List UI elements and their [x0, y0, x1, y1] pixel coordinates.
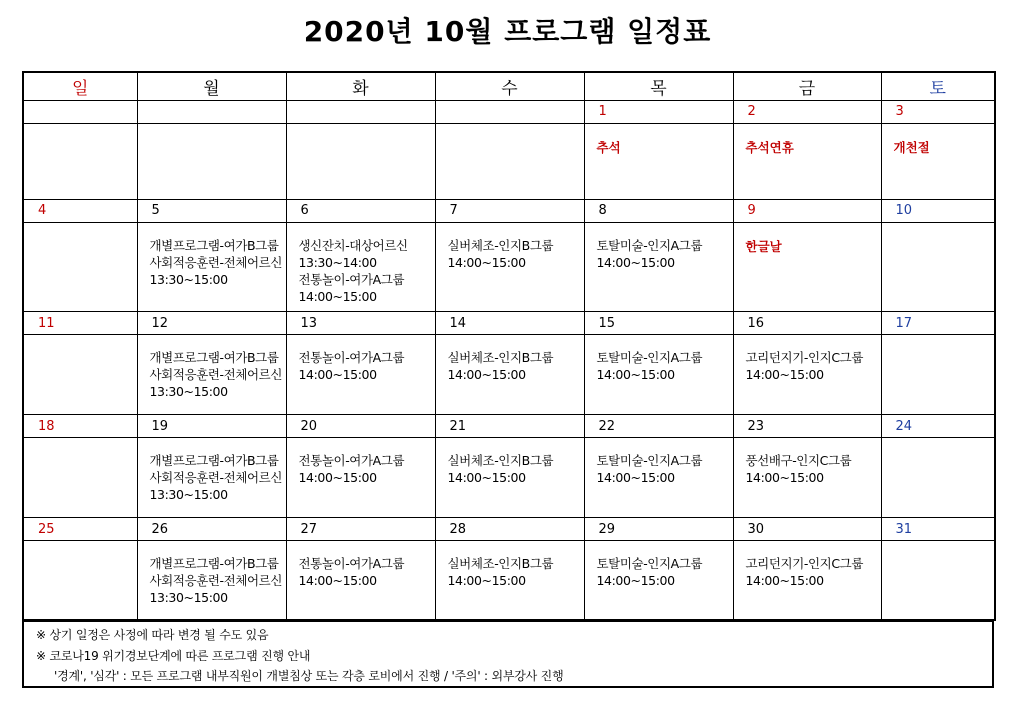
weekday-mon: 월: [137, 72, 286, 100]
date-number: 6: [286, 199, 435, 222]
date-number: 23: [733, 414, 881, 437]
date-number: [137, 100, 286, 123]
date-number: [435, 100, 584, 123]
day-cell: [23, 438, 137, 518]
event-list: [436, 438, 584, 486]
date-number: 8: [584, 199, 733, 222]
day-cell: [137, 223, 286, 312]
event-line: 14:00~15:00: [745, 367, 824, 383]
day-cell: [584, 541, 733, 620]
event-line: 13:30~15:00: [149, 384, 228, 400]
week-2-date-row: [23, 199, 995, 222]
event-list: [24, 541, 137, 555]
day-cell: [23, 541, 137, 620]
date-number: 1: [584, 100, 733, 123]
day-cell: [435, 124, 584, 200]
date-number: 20: [286, 414, 435, 437]
date-number: 24: [881, 414, 995, 437]
date-number: 19: [137, 414, 286, 437]
event-line: 실버체조-인지B그룹: [447, 350, 554, 366]
date-number: 26: [137, 517, 286, 540]
week-4-events-row: [23, 438, 995, 518]
holiday-name: 추석: [596, 140, 621, 156]
event-line: 사회적응훈련-전체어르신: [149, 470, 283, 486]
date-number: 11: [23, 311, 137, 334]
notes-box: [22, 621, 994, 688]
event-line: 사회적응훈련-전체어르신: [149, 367, 283, 383]
event-list: [436, 541, 584, 589]
event-line: 14:00~15:00: [447, 367, 526, 383]
holiday-label: [882, 124, 995, 156]
event-line: 전통놀이-여가A그룹: [298, 556, 405, 572]
event-list: [734, 541, 881, 589]
week-5-date-row: [23, 517, 995, 540]
event-list: [734, 335, 881, 383]
note-covid-guide: ※ 코로나19 위기경보단계에 따른 프로그램 진행 안내: [36, 649, 311, 663]
day-cell: [733, 223, 881, 312]
date-number: 14: [435, 311, 584, 334]
holiday-label: [734, 124, 881, 156]
event-list: [585, 335, 733, 383]
event-line: 14:00~15:00: [298, 470, 377, 486]
event-line: 개별프로그램-여가B그룹: [149, 453, 279, 469]
event-line: 14:00~15:00: [447, 255, 526, 271]
page-title: 2020년 10월 프로그램 일정표: [303, 15, 712, 48]
weekday-header-row: [23, 72, 995, 100]
day-cell: [584, 124, 733, 200]
day-cell: [435, 438, 584, 518]
event-line: 14:00~15:00: [298, 367, 377, 383]
day-cell: [286, 335, 435, 415]
holiday-name: 추석연휴: [745, 140, 794, 156]
event-line: 14:00~15:00: [298, 289, 377, 305]
calendar-table: [22, 71, 996, 621]
event-list: [138, 124, 286, 138]
note-schedule-change: ※ 상기 일정은 사정에 따라 변경 될 수도 있음: [36, 628, 269, 642]
event-line: 개별프로그램-여가B그룹: [149, 238, 279, 254]
event-list: [24, 438, 137, 452]
weekday-sun: 일: [23, 72, 137, 100]
event-list: [882, 335, 995, 349]
date-number: 31: [881, 517, 995, 540]
event-line: 14:00~15:00: [596, 255, 675, 271]
event-list: [287, 335, 435, 383]
date-number: 4: [23, 199, 137, 222]
date-number: 15: [584, 311, 733, 334]
date-number: 29: [584, 517, 733, 540]
event-line: 13:30~15:00: [149, 590, 228, 606]
date-number: 9: [733, 199, 881, 222]
date-number: 10: [881, 199, 995, 222]
day-cell: [881, 124, 995, 200]
event-list: [585, 223, 733, 271]
day-cell: [733, 335, 881, 415]
event-line: 생신잔치-대상어르신: [298, 238, 408, 254]
event-line: 14:00~15:00: [596, 573, 675, 589]
date-number: [286, 100, 435, 123]
event-line: 토탈미술-인지A그룹: [596, 556, 703, 572]
day-cell: [286, 438, 435, 518]
weekday-wed: 수: [435, 72, 584, 100]
date-number: 7: [435, 199, 584, 222]
weekday-sat: 토: [881, 72, 995, 100]
event-list: [734, 438, 881, 486]
day-cell: [137, 124, 286, 200]
week-3-events-row: [23, 335, 995, 415]
week-3-date-row: [23, 311, 995, 334]
week-5-events-row: [23, 541, 995, 620]
date-number: 25: [23, 517, 137, 540]
day-cell: [286, 223, 435, 312]
date-number: 22: [584, 414, 733, 437]
event-line: 고리던지기-인지C그룹: [745, 556, 864, 572]
event-line: 사회적응훈련-전체어르신: [149, 573, 283, 589]
day-cell: [23, 335, 137, 415]
event-line: 실버체조-인지B그룹: [447, 453, 554, 469]
event-list: [138, 223, 286, 288]
event-list: [882, 438, 995, 452]
day-cell: [286, 124, 435, 200]
date-number: 17: [881, 311, 995, 334]
event-line: 13:30~15:00: [149, 487, 228, 503]
holiday-label: [585, 124, 733, 156]
event-list: [287, 223, 435, 305]
event-line: 14:00~15:00: [447, 470, 526, 486]
event-line: 13:30~15:00: [149, 272, 228, 288]
event-line: 사회적응훈련-전체어르신: [149, 255, 283, 271]
weekday-thu: 목: [584, 72, 733, 100]
event-line: 토탈미술-인지A그룹: [596, 453, 703, 469]
event-list: [138, 541, 286, 606]
day-cell: [435, 223, 584, 312]
date-number: 13: [286, 311, 435, 334]
day-cell: [584, 335, 733, 415]
day-cell: [881, 335, 995, 415]
event-line: 개별프로그램-여가B그룹: [149, 350, 279, 366]
day-cell: [23, 124, 137, 200]
holiday-name: 개천절: [893, 140, 930, 156]
week-4-date-row: [23, 414, 995, 437]
day-cell: [137, 335, 286, 415]
date-number: 27: [286, 517, 435, 540]
event-list: [436, 335, 584, 383]
day-cell: [137, 438, 286, 518]
week-1-events-row: [23, 124, 995, 200]
event-line: 14:00~15:00: [596, 367, 675, 383]
date-number: 18: [23, 414, 137, 437]
event-list: [287, 124, 435, 138]
holiday-name: 한글날: [745, 239, 782, 255]
event-list: [436, 124, 584, 138]
event-list: [287, 541, 435, 589]
day-cell: [881, 223, 995, 312]
day-cell: [435, 541, 584, 620]
event-line: 실버체조-인지B그룹: [447, 556, 554, 572]
event-list: [585, 541, 733, 589]
day-cell: [733, 124, 881, 200]
event-list: [138, 335, 286, 400]
date-number: 5: [137, 199, 286, 222]
event-list: [882, 223, 995, 237]
weekday-fri: 금: [733, 72, 881, 100]
day-cell: [23, 223, 137, 312]
event-list: [24, 124, 137, 138]
event-list: [585, 438, 733, 486]
date-number: 28: [435, 517, 584, 540]
event-line: 14:00~15:00: [298, 573, 377, 589]
event-line: 14:00~15:00: [745, 573, 824, 589]
event-line: 전통놀이-여가A그룹: [298, 272, 405, 288]
day-cell: [733, 438, 881, 518]
date-number: 12: [137, 311, 286, 334]
event-line: 실버체조-인지B그룹: [447, 238, 554, 254]
event-line: 14:00~15:00: [447, 573, 526, 589]
event-list: [882, 541, 995, 555]
week-1-date-row: [23, 100, 995, 123]
day-cell: [435, 335, 584, 415]
date-number: 30: [733, 517, 881, 540]
date-number: 16: [733, 311, 881, 334]
event-line: 14:00~15:00: [745, 470, 824, 486]
day-cell: [881, 438, 995, 518]
date-number: [23, 100, 137, 123]
event-line: 14:00~15:00: [596, 470, 675, 486]
event-list: [287, 438, 435, 486]
date-number: 2: [733, 100, 881, 123]
event-list: [138, 438, 286, 503]
event-line: 전통놀이-여가A그룹: [298, 350, 405, 366]
event-list: [436, 223, 584, 271]
event-list: [24, 335, 137, 349]
event-line: 고리던지기-인지C그룹: [745, 350, 864, 366]
event-line: 개별프로그램-여가B그룹: [149, 556, 279, 572]
date-number: 3: [881, 100, 995, 123]
event-line: 토탈미술-인지A그룹: [596, 238, 703, 254]
event-line: 13:30~14:00: [298, 255, 377, 271]
note-covid-detail: '경계', '심각' : 모든 프로그램 내부직원이 개별침상 또는 각층 로비에서 진행 / '주의' : 외부강사 진행: [54, 669, 564, 683]
day-cell: [881, 541, 995, 620]
day-cell: [584, 223, 733, 312]
day-cell: [286, 541, 435, 620]
event-list: [24, 223, 137, 237]
event-line: 풍선배구-인지C그룹: [745, 453, 852, 469]
day-cell: [137, 541, 286, 620]
day-cell: [584, 438, 733, 518]
holiday-label: [734, 223, 881, 255]
weekday-tue: 화: [286, 72, 435, 100]
week-2-events-row: [23, 223, 995, 312]
day-cell: [733, 541, 881, 620]
event-line: 토탈미술-인지A그룹: [596, 350, 703, 366]
date-number: 21: [435, 414, 584, 437]
event-line: 전통놀이-여가A그룹: [298, 453, 405, 469]
